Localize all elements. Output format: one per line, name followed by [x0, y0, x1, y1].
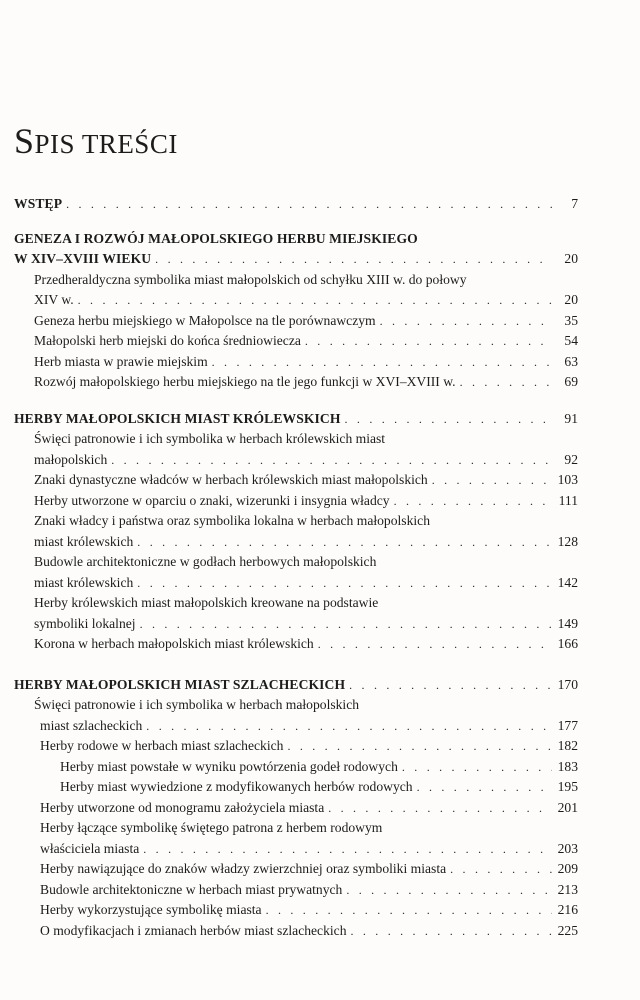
leader-dots	[432, 470, 552, 491]
toc-entry[interactable]	[14, 798, 578, 819]
leader-dots	[137, 573, 552, 594]
toc-entry[interactable]	[14, 331, 578, 352]
leader-dots	[287, 736, 552, 757]
leader-dots	[137, 532, 552, 553]
section-title-cont: W XIV–XVIII WIEKU	[14, 251, 152, 266]
toc-entry-label: Święci patronowie i ich symbolika w herbach królewskich miast	[34, 431, 386, 446]
leader-dots	[266, 900, 552, 921]
toc-entry-page: 183	[557, 758, 578, 774]
leader-dots	[346, 880, 552, 901]
leader-dots	[143, 839, 552, 860]
toc-entry-label: Herby miast wywiedzione z modyfikowanych herbów rodowych	[60, 779, 413, 794]
toc-entry-label-cont: XIV w.	[34, 292, 74, 307]
toc-entry-page: 182	[557, 738, 578, 753]
toc-entry-label: Herby utworzone w oparciu o znaki, wizerunki i insygnia władcy	[34, 492, 390, 508]
toc-entry-page: 92	[564, 451, 578, 467]
toc-entry-label: Budowle architektoniczne w herbach miast prywatnych	[40, 881, 343, 897]
leader-dots	[351, 921, 553, 942]
toc-entry-page: 201	[557, 799, 578, 815]
leader-dots	[394, 491, 552, 512]
toc-entry-page: 213	[557, 881, 578, 897]
toc-entry[interactable]	[14, 352, 578, 373]
leader-dots	[345, 409, 552, 430]
leader-dots	[349, 675, 552, 696]
page-title-initial: S	[14, 121, 35, 162]
leader-dots	[318, 634, 552, 655]
toc-entry-page: 216	[557, 902, 578, 917]
toc-entry-label: Święci patronowie i ich symbolika w herbach małopolskich	[34, 697, 360, 712]
leader-dots	[111, 450, 552, 471]
toc-entry-page: 69	[564, 374, 578, 389]
toc-entry-page: 128	[557, 533, 578, 549]
toc-entry-page: 225	[557, 922, 578, 938]
toc-entry[interactable]	[14, 290, 578, 311]
leader-dots	[450, 859, 552, 880]
toc-entry-page: 142	[557, 574, 578, 590]
toc-entry[interactable]	[14, 573, 578, 594]
toc-entry[interactable]	[14, 532, 578, 553]
toc-entry[interactable]	[14, 470, 578, 491]
leader-dots	[140, 614, 552, 635]
table-of-contents	[14, 194, 578, 941]
toc-entry-page: 7	[571, 196, 578, 211]
toc-entry-label: Rozwój małopolskiego herbu miejskiego na tle jego funkcji w XVI–XVIII w.	[34, 374, 456, 389]
toc-entry[interactable]	[14, 859, 578, 880]
section-heading-1[interactable]	[14, 249, 578, 270]
toc-subentry[interactable]	[14, 777, 578, 798]
toc-entry-label: Geneza herbu miejskiego w Małopolsce na tle porównawczym	[34, 312, 376, 328]
leader-dots	[460, 372, 552, 393]
section-title: HERBY MAŁOPOLSKICH MIAST SZLACHECKICH	[14, 676, 346, 692]
toc-entry-page: 209	[557, 861, 578, 876]
leader-dots	[328, 798, 552, 819]
leader-dots	[305, 331, 552, 352]
toc-entry[interactable]	[14, 372, 578, 393]
toc-entry-page: 35	[564, 312, 578, 328]
leader-dots	[380, 311, 552, 332]
toc-entry-page: 91	[564, 410, 578, 426]
toc-entry[interactable]	[14, 736, 578, 757]
leader-dots	[78, 290, 552, 311]
leader-dots	[146, 716, 552, 737]
toc-entry-page: 103	[557, 472, 578, 487]
section-title: HERBY MAŁOPOLSKICH MIAST KRÓLEWSKICH	[14, 410, 341, 426]
toc-entry[interactable]	[14, 900, 578, 921]
toc-entry-label: O modyfikacjach i zmianach herbów miast szlacheckich	[40, 922, 347, 938]
toc-entry-label: Przedheraldyczna symbolika miast małopolskich od schyłku XIII w. do połowy	[34, 271, 467, 287]
toc-entry-label-cont: właściciela miasta	[40, 840, 140, 856]
toc-entry[interactable]	[14, 614, 578, 635]
toc-entry-label: Znaki dynastyczne władców w herbach królewskich miast małopolskich	[34, 472, 428, 487]
leader-dots	[212, 352, 552, 373]
toc-entry-page: 111	[558, 492, 578, 508]
toc-entry-page: 195	[557, 779, 578, 794]
toc-entry-page: 54	[564, 333, 578, 348]
section-heading-2[interactable]	[14, 409, 578, 430]
toc-entry-label: Herby miast powstałe w wyniku powtórzenia godeł rodowych	[60, 758, 398, 774]
toc-entry-label-cont: miast królewskich	[34, 533, 134, 549]
section-title: GENEZA I ROZWÓJ MAŁOPOLSKIEGO HERBU MIEJSKIEGO	[14, 230, 418, 246]
toc-entry-page: 20	[564, 292, 578, 307]
toc-entry[interactable]	[14, 450, 578, 471]
toc-entry-label: Herby łączące symbolikę świętego patrona z herbem rodowym	[40, 820, 383, 835]
toc-entry-page: 170	[557, 676, 578, 692]
toc-entry[interactable]	[14, 491, 578, 512]
toc-entry-label: Herby królewskich miast małopolskich kreowane na podstawie	[34, 595, 379, 610]
toc-entry-label: Herb miasta w prawie miejskim	[34, 353, 208, 369]
toc-entry-label: Budowle architektoniczne w godłach herbowych małopolskich	[34, 554, 377, 569]
leader-dots	[155, 249, 552, 270]
toc-entry-label-cont: miast szlacheckich	[40, 717, 143, 733]
toc-entry-label: Herby rodowe w herbach miast szlacheckich	[40, 738, 284, 753]
toc-entry-wstep[interactable]	[14, 194, 578, 215]
toc-entry[interactable]	[14, 634, 578, 655]
leader-dots	[66, 194, 552, 215]
toc-entry[interactable]	[14, 716, 578, 737]
toc-entry-label: Herby wykorzystujące symbolikę miasta	[40, 902, 262, 917]
section-heading-3[interactable]	[14, 675, 578, 696]
toc-entry-page: 166	[557, 636, 578, 651]
toc-entry-label: Herby utworzone od monogramu założyciela miasta	[40, 799, 325, 815]
page-title	[14, 120, 178, 162]
leader-dots	[402, 757, 552, 778]
toc-entry[interactable]	[14, 921, 578, 942]
toc-entry-page: 203	[557, 840, 578, 856]
toc-entry-label: Znaki władcy i państwa oraz symbolika lokalna w herbach małopolskich	[34, 513, 430, 528]
toc-entry[interactable]	[14, 880, 578, 901]
toc-entry-label: WSTĘP	[14, 196, 63, 211]
toc-entry[interactable]	[14, 839, 578, 860]
toc-entry-page: 20	[564, 251, 578, 266]
toc-entry-page: 177	[557, 717, 578, 733]
toc-entry[interactable]	[14, 311, 578, 332]
toc-entry-label-cont: miast królewskich	[34, 574, 134, 590]
toc-entry-label: Korona w herbach małopolskich miast królewskich	[34, 636, 314, 651]
toc-entry-page: 63	[564, 353, 578, 369]
page-title-rest: PIS TREŚCI	[34, 129, 178, 160]
toc-entry-page: 149	[557, 615, 578, 631]
toc-entry-label: Małopolski herb miejski do końca średniowiecza	[34, 333, 301, 348]
toc-entry-label-cont: małopolskich	[34, 451, 108, 467]
leader-dots	[417, 777, 552, 798]
toc-entry-label-cont: symboliki lokalnej	[34, 615, 136, 631]
toc-subentry[interactable]	[14, 757, 578, 778]
toc-entry-label: Herby nawiązujące do znaków władzy zwierzchniej oraz symboliki miasta	[40, 861, 447, 876]
